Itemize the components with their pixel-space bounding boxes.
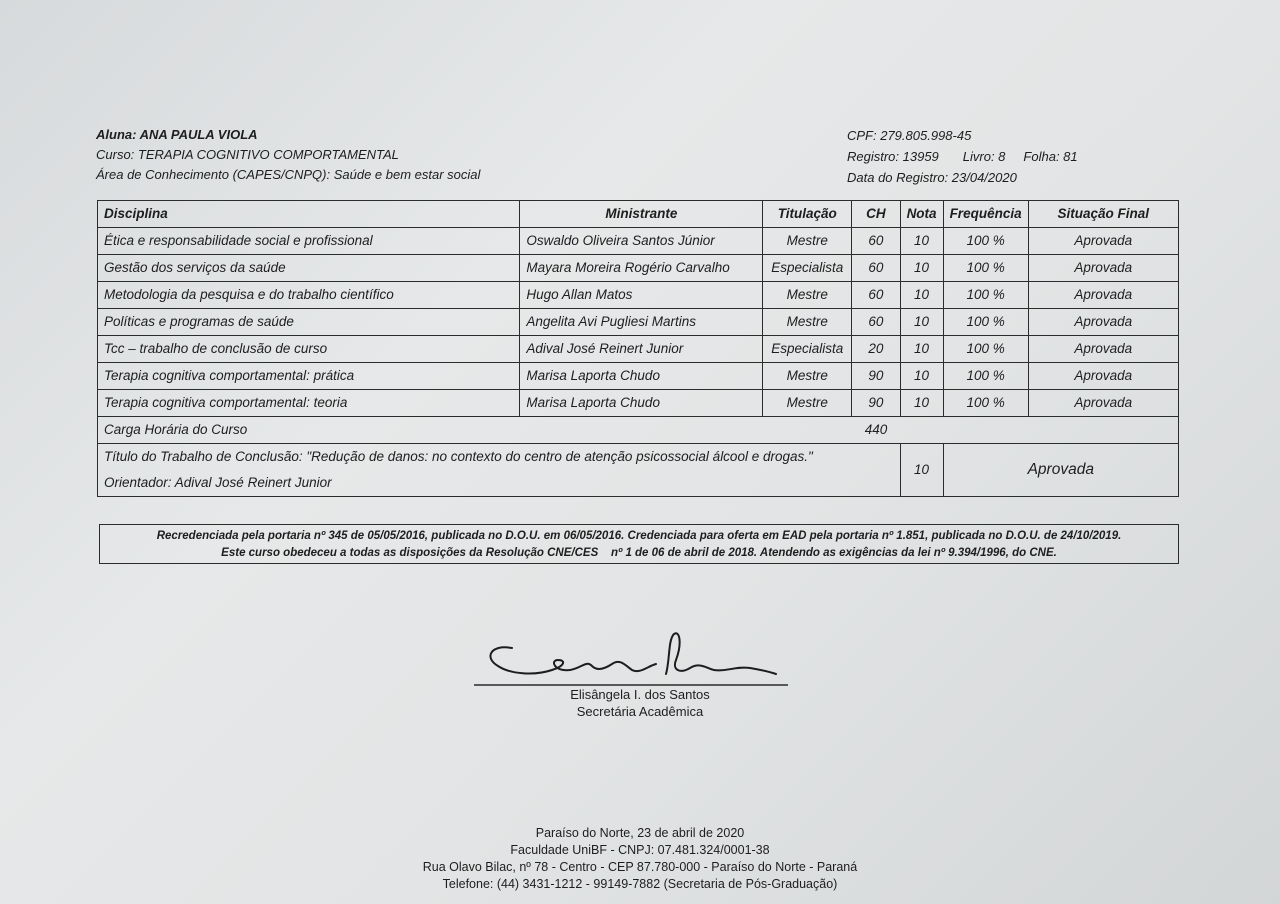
frequency-cell: 100 %	[943, 228, 1028, 255]
instructor-cell: Marisa Laporta Chudo	[520, 363, 763, 390]
header-instructor: Ministrante	[520, 201, 763, 228]
total-hours-row	[98, 417, 1179, 444]
grade-cell: 10	[900, 255, 943, 282]
discipline-cell: Ética e responsabilidade social e profissional	[98, 228, 520, 255]
hours-cell: 90	[852, 390, 900, 417]
signatory-role: Secretária Acadêmica	[576, 704, 704, 719]
grade-cell: 10	[900, 282, 943, 309]
title-cell: Especialista	[763, 255, 852, 282]
tcc-info	[98, 444, 901, 497]
status-cell: Aprovada	[1028, 282, 1178, 309]
registry-info	[847, 125, 1078, 188]
header-discipline: Disciplina	[98, 201, 520, 228]
title-cell: Especialista	[763, 336, 852, 363]
hours-cell: 60	[852, 282, 900, 309]
hours-cell: 90	[852, 363, 900, 390]
header-frequency: Frequência	[943, 201, 1028, 228]
grade-cell: 10	[900, 390, 943, 417]
title-cell: Mestre	[763, 282, 852, 309]
title-cell: Mestre	[763, 228, 852, 255]
grade-cell: 10	[900, 309, 943, 336]
table-row	[98, 309, 1179, 336]
registry-date: Data do Registro: 23/04/2020	[847, 170, 1017, 185]
status-cell: Aprovada	[1028, 336, 1178, 363]
handwritten-signature	[470, 630, 790, 690]
knowledge-area: Área de Conhecimento (CAPES/CNPQ): Saúde e bem estar social	[96, 167, 481, 182]
tcc-advisor: Orientador: Adival José Reinert Junior	[104, 475, 332, 490]
livro-number: Livro: 8	[962, 149, 1006, 164]
discipline-cell: Políticas e programas de saúde	[98, 309, 520, 336]
frequency-cell: 100 %	[943, 336, 1028, 363]
grade-cell: 10	[900, 363, 943, 390]
status-cell: Aprovada	[1028, 228, 1178, 255]
header-hours: CH	[852, 201, 900, 228]
instructor-cell: Oswaldo Oliveira Santos Júnior	[520, 228, 763, 255]
instructor-cell: Marisa Laporta Chudo	[520, 390, 763, 417]
accreditation-notice	[99, 524, 1179, 564]
instructor-cell: Mayara Moreira Rogério Carvalho	[520, 255, 763, 282]
frequency-cell: 100 %	[943, 390, 1028, 417]
tcc-row	[98, 444, 1179, 497]
signature-block	[540, 686, 740, 720]
grade-cell: 10	[900, 228, 943, 255]
hours-cell: 60	[852, 309, 900, 336]
signatory-name: Elisângela I. dos Santos	[570, 687, 710, 702]
table-row	[98, 363, 1179, 390]
frequency-cell: 100 %	[943, 255, 1028, 282]
hours-cell: 60	[852, 255, 900, 282]
discipline-cell: Terapia cognitiva comportamental: prática	[98, 363, 520, 390]
grades-table	[97, 200, 1179, 497]
header-status: Situação Final	[1028, 201, 1178, 228]
tcc-title: Título do Trabalho de Conclusão: "Redução de danos: no contexto do centro de atenção psicossocial álcool e drogas."	[104, 449, 813, 464]
title-cell: Mestre	[763, 390, 852, 417]
table-row	[98, 228, 1179, 255]
table-row	[98, 390, 1179, 417]
total-hours-label: Carga Horária do Curso	[98, 417, 852, 444]
grades-header-row	[98, 201, 1179, 228]
institution-cnpj: Faculdade UniBF - CNPJ: 07.481.324/0001-38	[510, 843, 770, 857]
frequency-cell: 100 %	[943, 363, 1028, 390]
table-row	[98, 336, 1179, 363]
total-hours-value: 440	[852, 417, 1179, 444]
document-footer	[340, 825, 940, 893]
header-grade: Nota	[900, 201, 943, 228]
header-title: Titulação	[763, 201, 852, 228]
status-cell: Aprovada	[1028, 363, 1178, 390]
discipline-cell: Terapia cognitiva comportamental: teoria	[98, 390, 520, 417]
title-cell: Mestre	[763, 309, 852, 336]
accreditation-line-1: Recredenciada pela portaria nº 345 de 05/05/2016, publicada no D.O.U. em 06/05/2016. Credenciada para oferta em EAD pela portaria nº 1.851, publicada no D.O.U. de 24/10/2019.	[156, 530, 1122, 542]
institution-address: Rua Olavo Bilac, nº 78 - Centro - CEP 87.780-000 - Paraíso do Norte - Paraná	[422, 860, 858, 874]
tcc-status: Aprovada	[943, 444, 1178, 497]
institution-phone: Telefone: (44) 3431-1212 - 99149-7882 (Secretaria de Pós-Graduação)	[442, 877, 838, 891]
cpf: CPF: 279.805.998-45	[847, 128, 972, 143]
discipline-cell: Metodologia da pesquisa e do trabalho científico	[98, 282, 520, 309]
place-date: Paraíso do Norte, 23 de abril de 2020	[535, 826, 745, 840]
title-cell: Mestre	[763, 363, 852, 390]
status-cell: Aprovada	[1028, 390, 1178, 417]
discipline-cell: Tcc – trabalho de conclusão de curso	[98, 336, 520, 363]
frequency-cell: 100 %	[943, 309, 1028, 336]
status-cell: Aprovada	[1028, 255, 1178, 282]
grade-cell: 10	[900, 336, 943, 363]
frequency-cell: 100 %	[943, 282, 1028, 309]
table-row	[98, 255, 1179, 282]
student-name: Aluna: ANA PAULA VIOLA	[96, 127, 258, 142]
instructor-cell: Adival José Reinert Junior	[520, 336, 763, 363]
accreditation-line-2: Este curso obedeceu a todas as disposições da Resolução CNE/CES nº 1 de 06 de abril de 2018. Atendendo as exigências da lei nº 9.394/1996, do CNE.	[221, 547, 1057, 559]
hours-cell: 60	[852, 228, 900, 255]
tcc-grade: 10	[900, 444, 943, 497]
status-cell: Aprovada	[1028, 309, 1178, 336]
student-info	[96, 125, 480, 185]
course-name: Curso: TERAPIA COGNITIVO COMPORTAMENTAL	[96, 147, 399, 162]
registro-number: Registro: 13959	[847, 149, 939, 164]
discipline-cell: Gestão dos serviços da saúde	[98, 255, 520, 282]
folha-number: Folha: 81	[1023, 149, 1078, 164]
instructor-cell: Hugo Allan Matos	[520, 282, 763, 309]
instructor-cell: Angelita Avi Pugliesi Martins	[520, 309, 763, 336]
hours-cell: 20	[852, 336, 900, 363]
table-row	[98, 282, 1179, 309]
